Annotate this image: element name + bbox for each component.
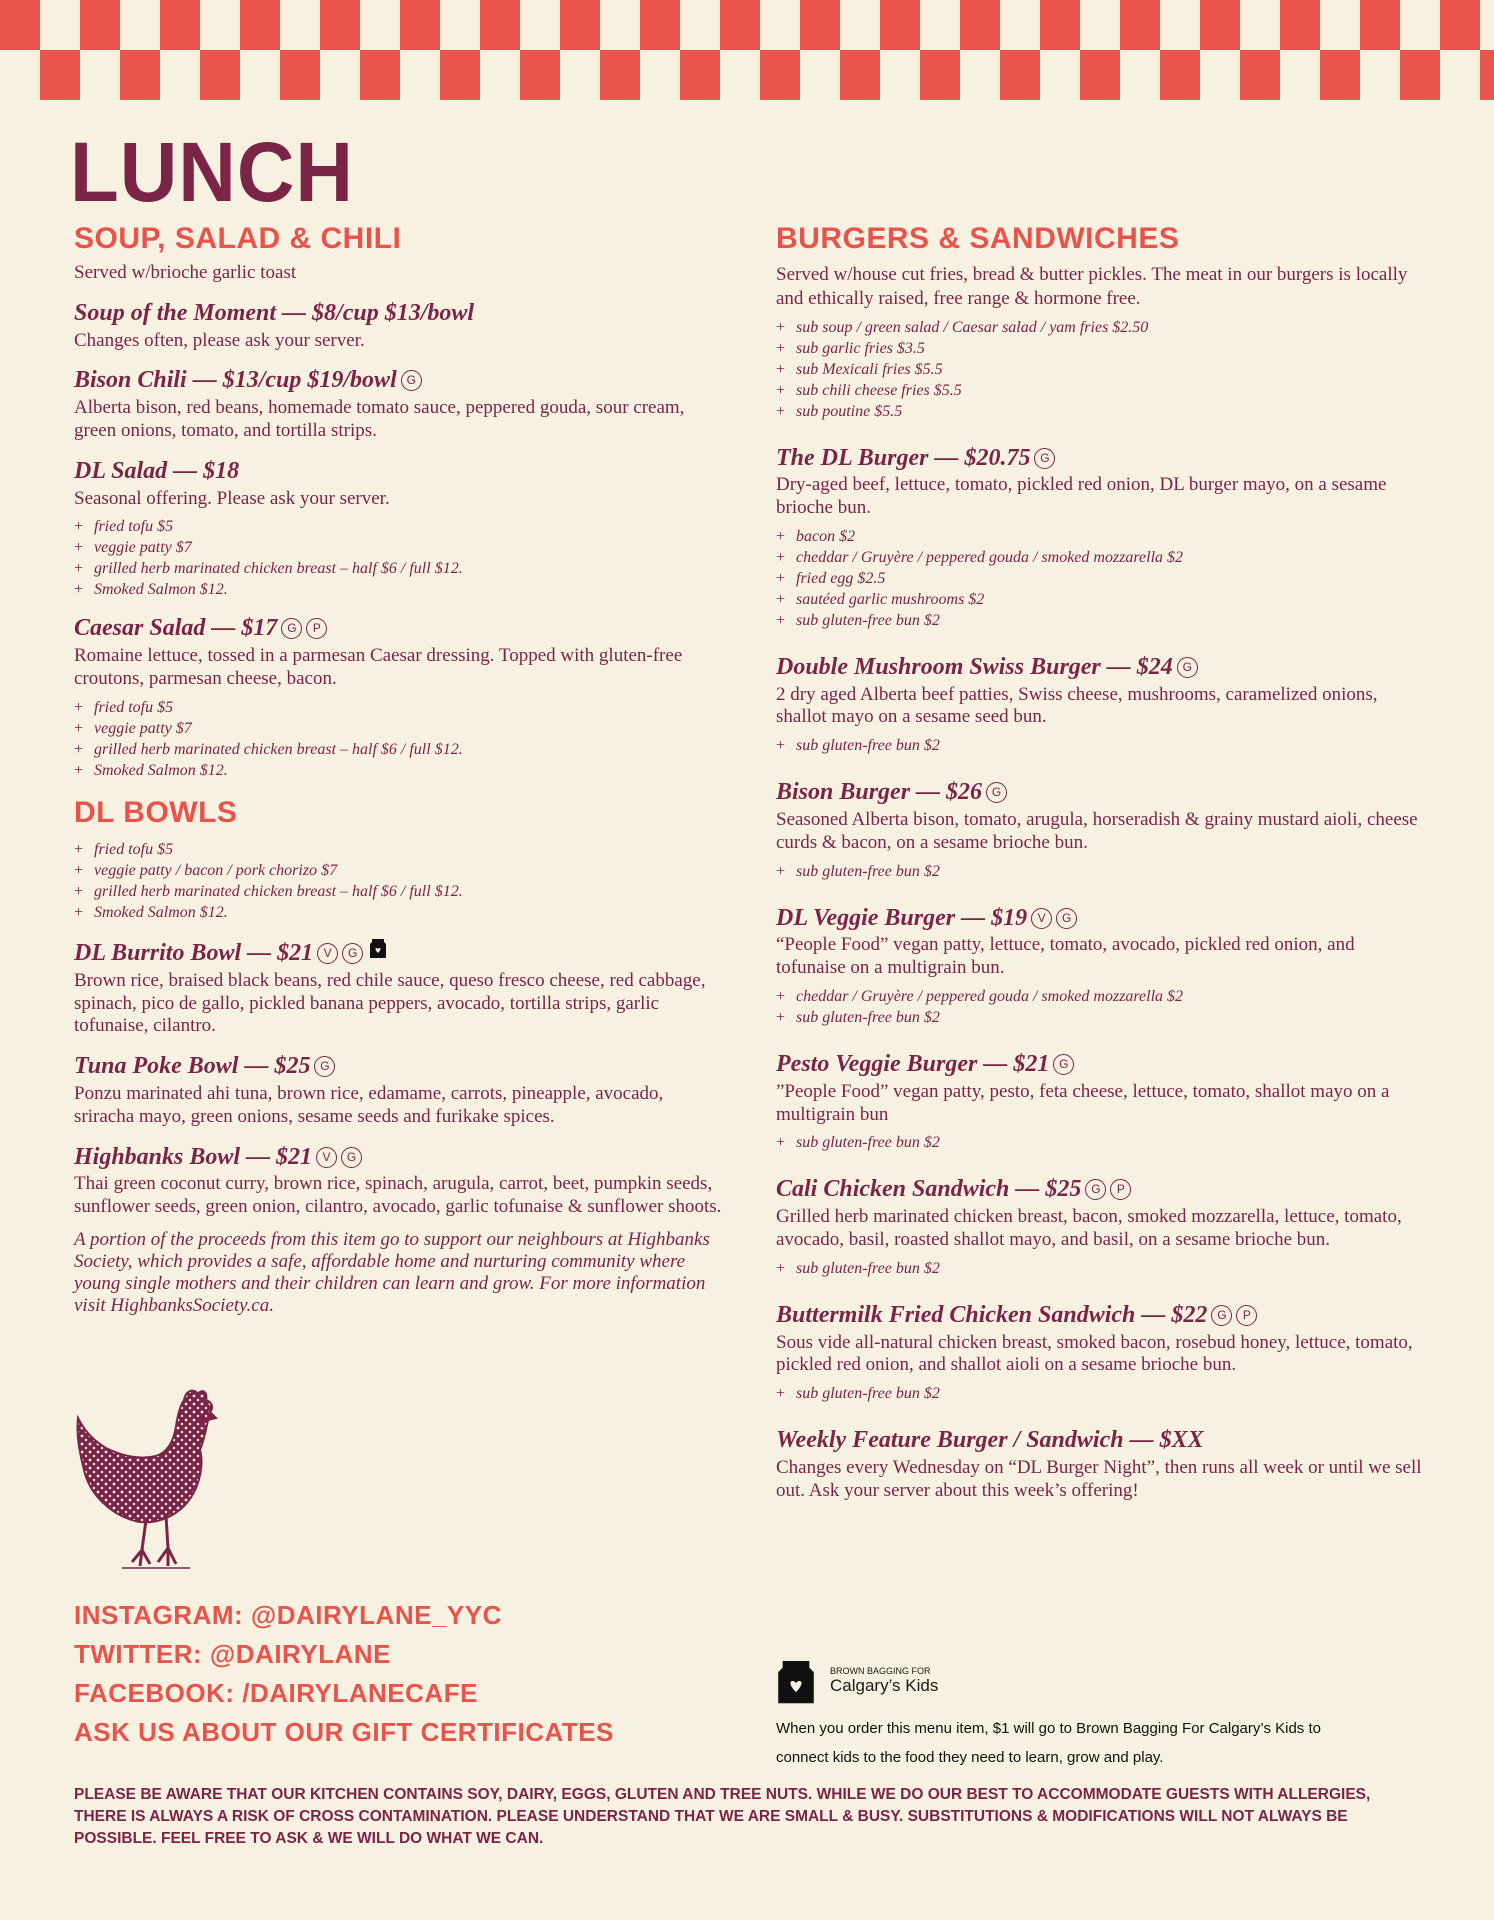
addon-item: + sub gluten-free bun $2	[776, 1385, 940, 1403]
addon-item: + sub Mexicali fries $5.5	[776, 360, 943, 378]
checker-square	[160, 0, 200, 50]
plus-icon: +	[776, 737, 786, 755]
item-title: Buttermilk Fried Chicken Sandwich — $22	[776, 1301, 1208, 1328]
brown-bagging-logo	[776, 1654, 1376, 1708]
item-desc: Sous vide all-natural chicken breast, smoked bacon, rosebud honey, lettuce, tomato, pickled red onion, and shallot aioli on a sesame brioche bun.	[776, 1331, 1413, 1376]
brown-bagging-wordmark	[830, 1666, 938, 1696]
plus-icon: +	[74, 862, 84, 879]
addon-item: + sub gluten-free bun $2	[776, 611, 940, 629]
checker-square	[240, 50, 280, 100]
checker-square	[1240, 0, 1280, 50]
checker-square	[1200, 50, 1240, 100]
addon-item: + sautéed garlic mushrooms $2	[776, 590, 985, 608]
allergy-notice: PLEASE BE AWARE THAT OUR KITCHEN CONTAINS SOY, DAIRY, EGGS, GLUTEN AND TREE NUTS. WHILE WE DO OUR BEST TO ACCOMMODATE GUESTS WITH ALLERGIES, THERE IS ALWAYS A RISK OF CROSS CONTAMINATION. PLEASE UNDERSTAND THAT WE ARE SMALL & BUSY. SUBSTITUTIONS & MODIFICATIONS WILL NOT ALWAYS BE POSSIBLE. FEEL FREE TO ASK & WE WILL DO WHAT WE CAN.	[74, 1786, 1371, 1847]
menu-item-dl-burrito-bowl	[74, 937, 724, 1038]
plus-icon: +	[776, 548, 786, 566]
checker-square	[800, 0, 840, 50]
plus-icon: +	[776, 569, 786, 587]
checker-square	[920, 50, 960, 100]
item-title-row	[74, 1143, 724, 1172]
checker-square	[200, 0, 240, 50]
plus-icon: +	[776, 1134, 786, 1152]
checker-square	[1160, 0, 1200, 50]
plus-icon: +	[74, 904, 84, 921]
item-desc: Seasonal offering. Please ask your server.	[74, 487, 390, 509]
brown-bagging-small: BROWN BAGGING FOR	[830, 1666, 931, 1676]
item-title: Cali Chicken Sandwich — $25	[776, 1176, 1082, 1203]
pork-icon: P	[1110, 1179, 1131, 1200]
checkered-banner	[0, 0, 1494, 100]
plus-icon: +	[74, 698, 84, 716]
checker-square	[80, 50, 120, 100]
checker-square	[880, 50, 920, 100]
menu-item-pesto-veggie-burger	[776, 1050, 1426, 1153]
checker-square	[360, 0, 400, 50]
plus-icon: +	[776, 360, 786, 378]
brown-bagging-box	[776, 1654, 1376, 1772]
addon-list	[776, 1383, 1426, 1404]
checker-square	[320, 50, 360, 100]
addon-list	[74, 839, 724, 923]
plus-icon: +	[776, 402, 786, 420]
checker-square	[960, 50, 1000, 100]
checker-square	[600, 0, 640, 50]
item-title: Pesto Veggie Burger — $21	[776, 1051, 1050, 1078]
plus-icon: +	[74, 883, 84, 900]
checker-square	[640, 50, 680, 100]
section-sub-burgers: Served w/house cut fries, bread & butter pickles. The meat in our burgers is locally and ethically raised, free range & hormone free.	[776, 264, 1408, 309]
item-title-row	[776, 778, 1426, 807]
item-title: DL Veggie Burger — $19	[776, 904, 1028, 931]
addon-item: + sub poutine $5.5	[776, 402, 903, 420]
item-title-row	[776, 444, 1426, 473]
checker-square	[1440, 0, 1480, 50]
addon-item: + Smoked Salmon $12.	[74, 904, 228, 921]
addon-list	[776, 1132, 1426, 1153]
checker-square	[880, 0, 920, 50]
checker-square	[1320, 0, 1360, 50]
plus-icon: +	[74, 581, 84, 599]
checker-square	[560, 50, 600, 100]
gluten-free-icon: G	[1034, 448, 1055, 469]
addon-item: + sub gluten-free bun $2	[776, 1009, 940, 1027]
item-desc: Alberta bison, red beans, homemade tomato sauce, peppered gouda, sour cream, green onions, tomato, and tortilla strips.	[74, 397, 685, 441]
checker-square	[360, 50, 400, 100]
checker-square	[1400, 0, 1440, 50]
gluten-free-icon: G	[1053, 1054, 1074, 1075]
checker-square	[1480, 0, 1494, 50]
menu-item-soup-of-the-moment	[74, 299, 724, 353]
gluten-free-icon: G	[341, 1147, 362, 1168]
plus-icon: +	[74, 560, 84, 578]
checker-square	[640, 0, 680, 50]
item-title-row	[74, 366, 724, 395]
addon-item: + sub chili cheese fries $5.5	[776, 381, 962, 399]
item-title: DL Salad — $18	[74, 457, 240, 484]
item-title: Caesar Salad — $17	[74, 615, 278, 642]
item-title-row	[776, 1301, 1426, 1330]
checker-square	[1160, 50, 1200, 100]
item-title: Tuna Poke Bowl — $25	[74, 1053, 311, 1080]
checker-square	[1040, 50, 1080, 100]
gift-certificates: ASK US ABOUT OUR GIFT CERTIFICATES	[74, 1717, 614, 1747]
checker-square	[1000, 0, 1040, 50]
menu-item-dl-burger	[776, 444, 1426, 631]
addon-item: + sub soup / green salad / Caesar salad / yam fries $2.50	[776, 318, 1149, 336]
addon-item: + fried tofu $5	[74, 698, 174, 716]
addon-list	[776, 735, 1426, 756]
addon-list	[776, 861, 1426, 882]
checker-square	[1080, 50, 1120, 100]
addon-item: + grilled herb marinated chicken breast – half $6 / full $12.	[74, 560, 463, 578]
gluten-free-icon: G	[401, 370, 422, 391]
addon-item: + grilled herb marinated chicken breast – half $6 / full $12.	[74, 883, 463, 900]
instagram-handle: INSTAGRAM: @DAIRYLANE_YYC	[74, 1600, 502, 1630]
addon-item: + cheddar / Gruyère / peppered gouda / smoked mozzarella $2	[776, 548, 1184, 566]
plus-icon: +	[74, 719, 84, 737]
gluten-free-icon: G	[986, 782, 1007, 803]
facebook-handle: FACEBOOK: /DAIRYLANECAFE	[74, 1678, 478, 1708]
brown-bagging-text: When you order this menu item, $1 will go to Brown Bagging For Calgary’s Kids to connect kids to the food they need to learn, grow and play.	[776, 1720, 1321, 1766]
plus-icon: +	[776, 590, 786, 608]
item-desc: 2 dry aged Alberta beef patties, Swiss cheese, mushrooms, caramelized onions, shallot mayo on a sesame seed bun.	[776, 683, 1378, 728]
checker-square	[680, 50, 720, 100]
gluten-free-icon: G	[1056, 908, 1077, 929]
checker-square	[920, 0, 960, 50]
gluten-free-icon: G	[281, 618, 302, 639]
gluten-free-icon: G	[342, 943, 363, 964]
checker-square	[200, 50, 240, 100]
checker-square	[1240, 50, 1280, 100]
addon-list	[776, 317, 1426, 422]
addon-item: + fried tofu $5	[74, 841, 174, 858]
soup-section	[74, 222, 724, 781]
item-desc: Grilled herb marinated chicken breast, bacon, smoked mozzarella, lettuce, tomato, avocado, basil, roasted shallot mayo, and basil, on a sesame brioche bun.	[776, 1206, 1402, 1251]
pork-icon: P	[1236, 1305, 1257, 1326]
item-desc: Ponzu marinated ahi tuna, brown rice, edamame, carrots, pineapple, avocado, sriracha mayo, green onions, sesame seeds and furikake spices.	[74, 1082, 664, 1127]
plus-icon: +	[74, 761, 84, 779]
addon-item: + Smoked Salmon $12.	[74, 581, 228, 599]
checker-square	[840, 50, 880, 100]
checker-square	[280, 0, 320, 50]
highbanks-note: A portion of the proceeds from this item go to support our neighbours at Highbanks Society, which provides a safe, affordable home and nurturing community where young single mothers and their children can learn and grow. For more information visit HighbanksSociety.ca.	[74, 1228, 710, 1316]
addon-list	[776, 1258, 1426, 1279]
plus-icon: +	[776, 1385, 786, 1403]
checker-square	[600, 50, 640, 100]
addon-list	[74, 516, 724, 600]
checker-square	[440, 50, 480, 100]
item-title: Bison Burger — $26	[776, 779, 983, 806]
addon-item: + grilled herb marinated chicken breast – half $6 / full $12.	[74, 740, 463, 758]
gluten-free-icon: G	[1085, 1179, 1106, 1200]
checker-square	[1280, 50, 1320, 100]
checker-square	[680, 0, 720, 50]
addon-item: + sub garlic fries $3.5	[776, 339, 925, 357]
brown-bag-icon	[369, 937, 387, 959]
item-title: Highbanks Bowl — $21	[74, 1143, 313, 1170]
plus-icon: +	[776, 988, 786, 1006]
item-title-row	[776, 1175, 1426, 1204]
menu-item-tuna-poke-bowl	[74, 1052, 724, 1128]
item-desc: “People Food” vegan patty, lettuce, tomato, avocado, pickled red onion, and tofunaise on a multigrain bun.	[776, 934, 1355, 979]
checker-square	[160, 50, 200, 100]
checker-square	[440, 0, 480, 50]
checker-square	[960, 0, 1000, 50]
addon-item: + sub gluten-free bun $2	[776, 862, 940, 880]
item-desc: Brown rice, braised black beans, red chile sauce, queso fresco cheese, red cabbage, spinach, pico de gallo, pickled banana peppers, avocado, tortilla strips, garlic tofunaise, cilantro.	[74, 969, 706, 1037]
plus-icon: +	[74, 518, 84, 536]
vegan-icon: V	[316, 1147, 337, 1168]
item-desc: Dry-aged beef, lettuce, tomato, pickled red onion, DL burger mayo, on a sesame brioche bun.	[776, 474, 1387, 519]
menu-item-cali-chicken-sandwich	[776, 1175, 1426, 1278]
plus-icon: +	[74, 539, 84, 557]
section-title-soup: SOUP, SALAD & CHILI	[74, 222, 402, 255]
checker-square	[1280, 0, 1320, 50]
addon-item: + fried tofu $5	[74, 518, 174, 536]
menu-item-buttermilk-fried-chicken-sandwich	[776, 1301, 1426, 1404]
checker-square	[0, 0, 40, 50]
section-title-burgers: BURGERS & SANDWICHES	[776, 222, 1180, 255]
gluten-free-icon: G	[1211, 1305, 1232, 1326]
item-desc: Changes often, please ask your server.	[74, 329, 365, 351]
addon-list	[776, 526, 1426, 631]
brown-bagging-big: Calgary’s Kids	[830, 1676, 939, 1695]
plus-icon: +	[776, 1259, 786, 1277]
checker-square	[1480, 50, 1494, 100]
checker-square	[760, 50, 800, 100]
checker-square	[1080, 0, 1120, 50]
checker-square	[1040, 0, 1080, 50]
vegan-icon: V	[1031, 908, 1052, 929]
addon-item: + bacon $2	[776, 527, 856, 545]
section-sub-soup: Served w/brioche garlic toast	[74, 262, 297, 283]
plus-icon: +	[776, 862, 786, 880]
checker-square	[480, 50, 520, 100]
item-title: DL Burrito Bowl — $21	[74, 940, 314, 966]
menu-item-bison-burger	[776, 778, 1426, 881]
item-title-row	[776, 1050, 1426, 1079]
checker-square	[400, 50, 440, 100]
checker-square	[80, 0, 120, 50]
menu-item-weekly-feature	[776, 1426, 1426, 1502]
checker-square	[120, 0, 160, 50]
addon-item: + veggie patty / bacon / pork chorizo $7	[74, 862, 338, 879]
checker-square	[120, 50, 160, 100]
addon-list	[776, 986, 1426, 1028]
plus-icon: +	[74, 841, 84, 858]
addon-item: + fried egg $2.5	[776, 569, 886, 587]
checker-square	[800, 50, 840, 100]
item-title: Soup of the Moment — $8/cup $13/bowl	[74, 299, 475, 326]
plus-icon: +	[776, 611, 786, 629]
item-title: Double Mushroom Swiss Burger — $24	[776, 653, 1173, 680]
addon-list	[74, 697, 724, 781]
checker-square	[480, 0, 520, 50]
plus-icon: +	[776, 381, 786, 399]
item-desc: Changes every Wednesday on “DL Burger Night”, then runs all week or until we sell out. Ask your server about this week’s offering!	[776, 1457, 1422, 1501]
gluten-free-icon: G	[314, 1056, 335, 1077]
addon-item: + sub gluten-free bun $2	[776, 1259, 940, 1277]
menu-item-highbanks-bowl	[74, 1143, 724, 1317]
menu-item-double-mushroom-swiss-burger	[776, 653, 1426, 756]
plus-icon: +	[776, 527, 786, 545]
addon-item: + veggie patty $7	[74, 719, 192, 737]
checker-square	[1440, 50, 1480, 100]
item-title-row	[776, 904, 1426, 933]
addon-item: + cheddar / Gruyère / peppered gouda / smoked mozzarella $2	[776, 988, 1184, 1006]
menu-item-bison-chili	[74, 366, 724, 442]
menu-item-dl-salad	[74, 457, 724, 601]
social-links	[74, 1596, 614, 1752]
vegan-icon: V	[317, 943, 338, 964]
item-desc: ”People Food” vegan patty, pesto, feta cheese, lettuce, tomato, shallot mayo on a multigrain bun	[776, 1080, 1390, 1125]
item-desc: Romaine lettuce, tossed in a parmesan Caesar dressing. Topped with gluten-free croutons, parmesan cheese, bacon.	[74, 645, 683, 689]
addon-item: + veggie patty $7	[74, 539, 192, 557]
item-desc: Seasoned Alberta bison, tomato, arugula, horseradish & grainy mustard aioli, cheese curds & bacon, on a sesame brioche bun.	[776, 809, 1418, 853]
checker-square	[40, 0, 80, 50]
checker-square	[560, 0, 600, 50]
plus-icon: +	[776, 318, 786, 336]
checker-square	[760, 0, 800, 50]
item-desc: Thai green coconut curry, brown rice, spinach, arugula, carrot, beet, pumpkin seeds, sunflower seeds, green onion, cilantro, avocado, garlic tofunaise & sunflower shoots.	[74, 1173, 722, 1218]
gluten-free-icon: G	[1177, 657, 1198, 678]
addon-item: + sub gluten-free bun $2	[776, 737, 940, 755]
checker-square	[840, 0, 880, 50]
checker-square	[720, 50, 760, 100]
item-title-row	[74, 614, 724, 643]
checker-square	[1360, 0, 1400, 50]
rooster-illustration	[72, 1378, 232, 1573]
plus-icon: +	[776, 1009, 786, 1027]
checker-square	[520, 50, 560, 100]
checker-square	[1400, 50, 1440, 100]
checker-square	[720, 0, 760, 50]
section-title-bowls: DL BOWLS	[74, 796, 238, 829]
plus-icon: +	[74, 740, 84, 758]
plus-icon: +	[776, 339, 786, 357]
page-title: LUNCH	[70, 125, 355, 219]
item-title-row	[776, 653, 1426, 682]
bowls-section	[74, 796, 724, 1316]
checker-square	[1120, 0, 1160, 50]
addon-item: + sub gluten-free bun $2	[776, 1134, 940, 1152]
brown-bag-icon	[776, 1654, 816, 1708]
checker-square	[40, 50, 80, 100]
item-title-row	[74, 1052, 724, 1081]
checker-square	[0, 50, 40, 100]
checker-square	[1120, 50, 1160, 100]
checker-square	[400, 0, 440, 50]
twitter-handle: TWITTER: @DAIRYLANE	[74, 1639, 391, 1669]
checker-square	[1320, 50, 1360, 100]
item-title: Bison Chili — $13/cup $19/bowl	[74, 367, 397, 394]
item-title-row	[74, 937, 724, 968]
item-title: The DL Burger — $20.75	[776, 444, 1031, 471]
item-title: Weekly Feature Burger / Sandwich — $XX	[776, 1427, 1204, 1454]
checker-square	[320, 0, 360, 50]
checker-square	[240, 0, 280, 50]
burgers-section	[776, 222, 1426, 1503]
checker-square	[1000, 50, 1040, 100]
menu-item-dl-veggie-burger	[776, 904, 1426, 1028]
pork-icon: P	[306, 618, 327, 639]
addon-item: + Smoked Salmon $12.	[74, 761, 228, 779]
checker-square	[1200, 0, 1240, 50]
checker-square	[280, 50, 320, 100]
checker-square	[520, 0, 560, 50]
checker-square	[1360, 50, 1400, 100]
menu-item-caesar-salad	[74, 614, 724, 780]
